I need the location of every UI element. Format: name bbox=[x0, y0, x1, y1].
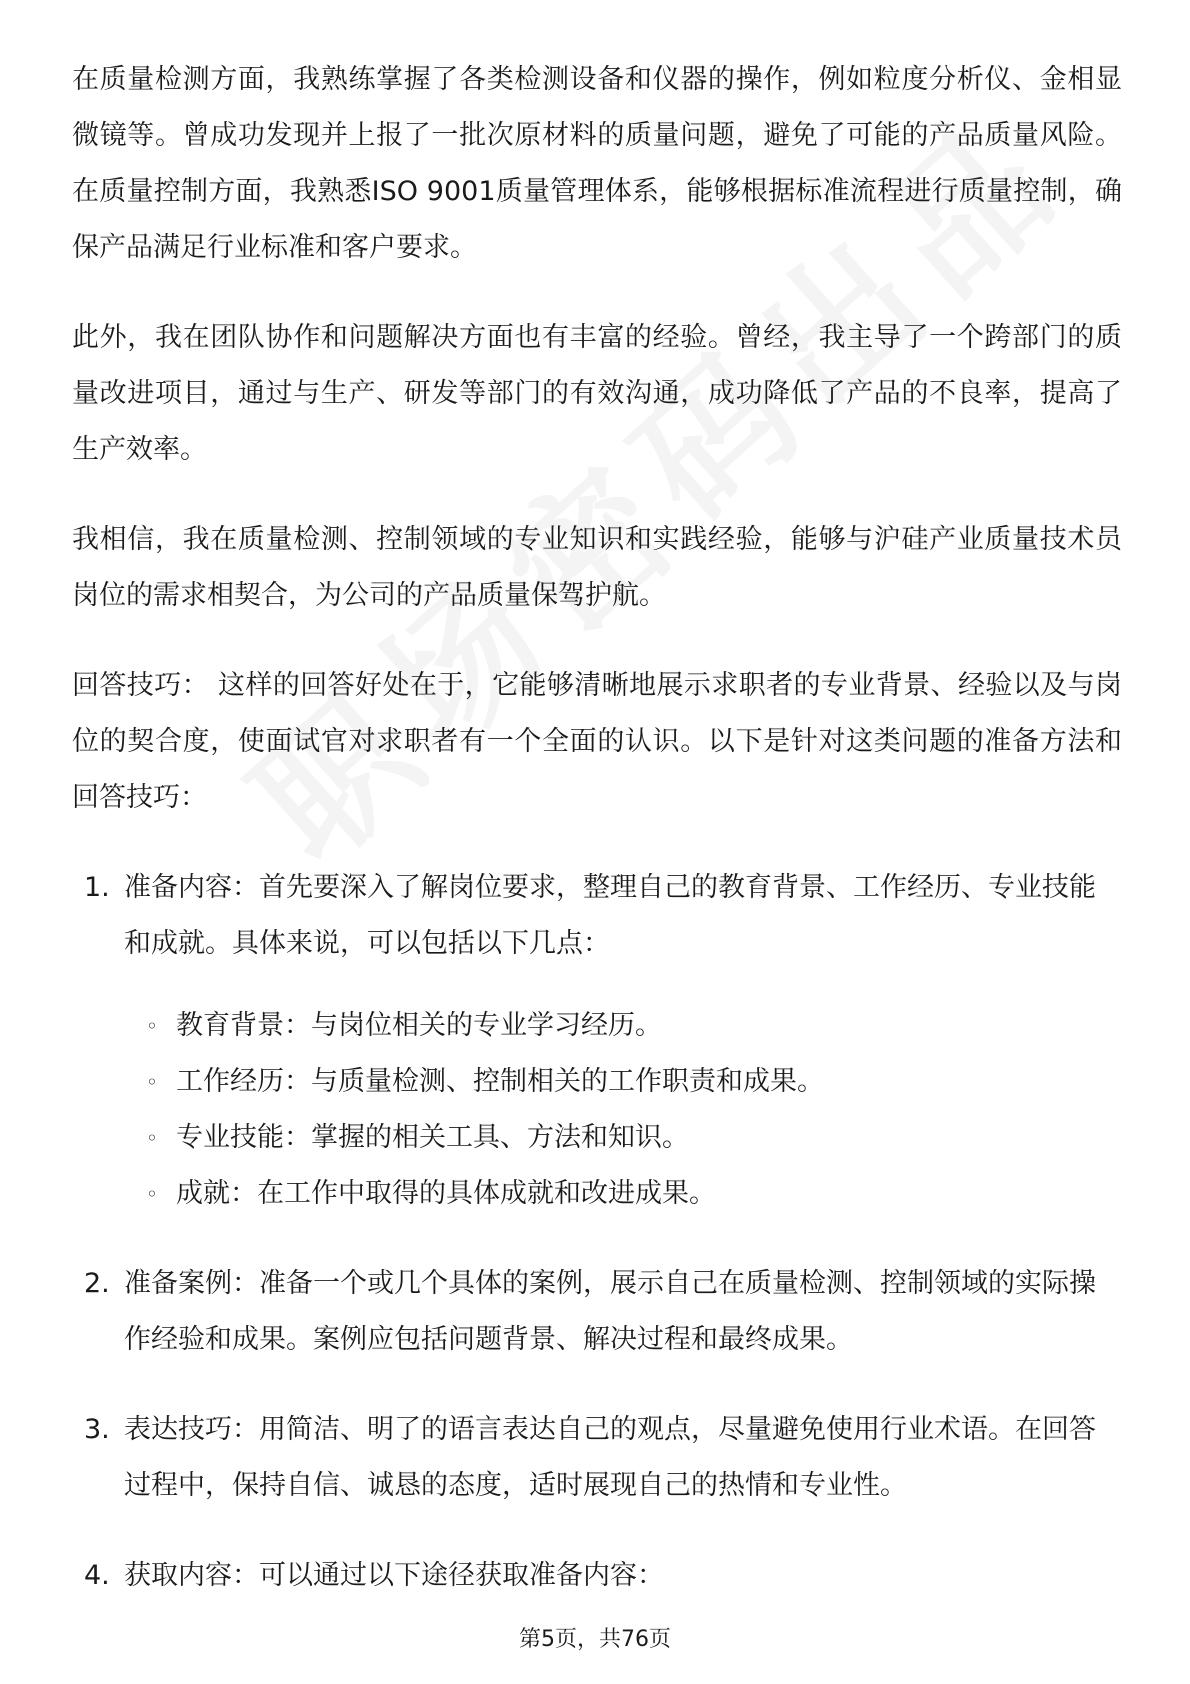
sub-list-item bbox=[124, 1110, 1122, 1166]
list-item bbox=[72, 1402, 1122, 1514]
list-item-text: 准备案例：准备一个或几个具体的案例，展示自己在质量检测、控制领域的实际操作经验和成果。案例应包括问题背景、解决过程和最终成果。 bbox=[124, 1268, 1096, 1355]
bullet-icon: ◦ bbox=[146, 1014, 158, 1038]
sub-list-item-text: 教育背景：与岗位相关的专业学习经历。 bbox=[176, 1010, 662, 1041]
bullet-icon: ◦ bbox=[146, 1182, 158, 1206]
list-number: 1. bbox=[84, 872, 110, 903]
list-item-text: 获取内容：可以通过以下途径获取准备内容： bbox=[124, 1560, 664, 1591]
list-number: 2. bbox=[84, 1268, 110, 1299]
sub-list-item-text: 专业技能：掌握的相关工具、方法和知识。 bbox=[176, 1122, 689, 1153]
list-item bbox=[72, 1548, 1122, 1604]
tips-list bbox=[72, 860, 1122, 1604]
sub-list-item bbox=[124, 1166, 1122, 1222]
sub-list-item bbox=[124, 1054, 1122, 1110]
bullet-icon: ◦ bbox=[146, 1070, 158, 1094]
list-item-text: 表达技巧：用简洁、明了的语言表达自己的观点，尽量避免使用行业术语。在回答过程中，保持自信、诚恳的态度，适时展现自己的热情和专业性。 bbox=[124, 1414, 1096, 1501]
paragraph-quality-inspection: 在质量检测方面，我熟练掌握了各类检测设备和仪器的操作，例如粒度分析仪、金相显微镜等。曾成功发现并上报了一批次原材料的质量问题，避免了可能的产品质量风险。在质量控制方面，我熟悉ISO 9001质量管理体系，能够根据标准流程进行质量控制，确保产品满足行业标准和客户要求。 bbox=[72, 64, 1122, 263]
bullet-icon: ◦ bbox=[146, 1126, 158, 1150]
sub-list-item bbox=[124, 998, 1122, 1054]
list-item-text: 准备内容：首先要深入了解岗位要求，整理自己的教育背景、工作经历、专业技能和成就。具体来说，可以包括以下几点： bbox=[124, 872, 1096, 959]
paragraph-conclusion: 我相信，我在质量检测、控制领域的专业知识和实践经验，能够与沪硅产业质量技术员岗位的需求相契合，为公司的产品质量保驾护航。 bbox=[72, 524, 1122, 611]
document-body bbox=[72, 52, 1122, 1638]
list-number: 4. bbox=[84, 1560, 110, 1591]
sub-list bbox=[124, 998, 1122, 1222]
list-number: 3. bbox=[84, 1414, 110, 1445]
list-item bbox=[72, 860, 1122, 1222]
sub-list-item-text: 成就：在工作中取得的具体成就和改进成果。 bbox=[176, 1178, 716, 1209]
page-number-footer: 第5页，共76页 bbox=[519, 1627, 671, 1652]
paragraph-answer-tips: 回答技巧： 这样的回答好处在于，它能够清晰地展示求职者的专业背景、经验以及与岗位的契合度，使面试官对求职者有一个全面的认识。以下是针对这类问题的准备方法和回答技巧： bbox=[72, 670, 1122, 813]
sub-list-item-text: 工作经历：与质量检测、控制相关的工作职责和成果。 bbox=[176, 1066, 824, 1097]
paragraph-teamwork: 此外，我在团队协作和问题解决方面也有丰富的经验。曾经，我主导了一个跨部门的质量改进项目，通过与生产、研发等部门的有效沟通，成功降低了产品的不良率，提高了生产效率。 bbox=[72, 322, 1122, 465]
list-item bbox=[72, 1256, 1122, 1368]
